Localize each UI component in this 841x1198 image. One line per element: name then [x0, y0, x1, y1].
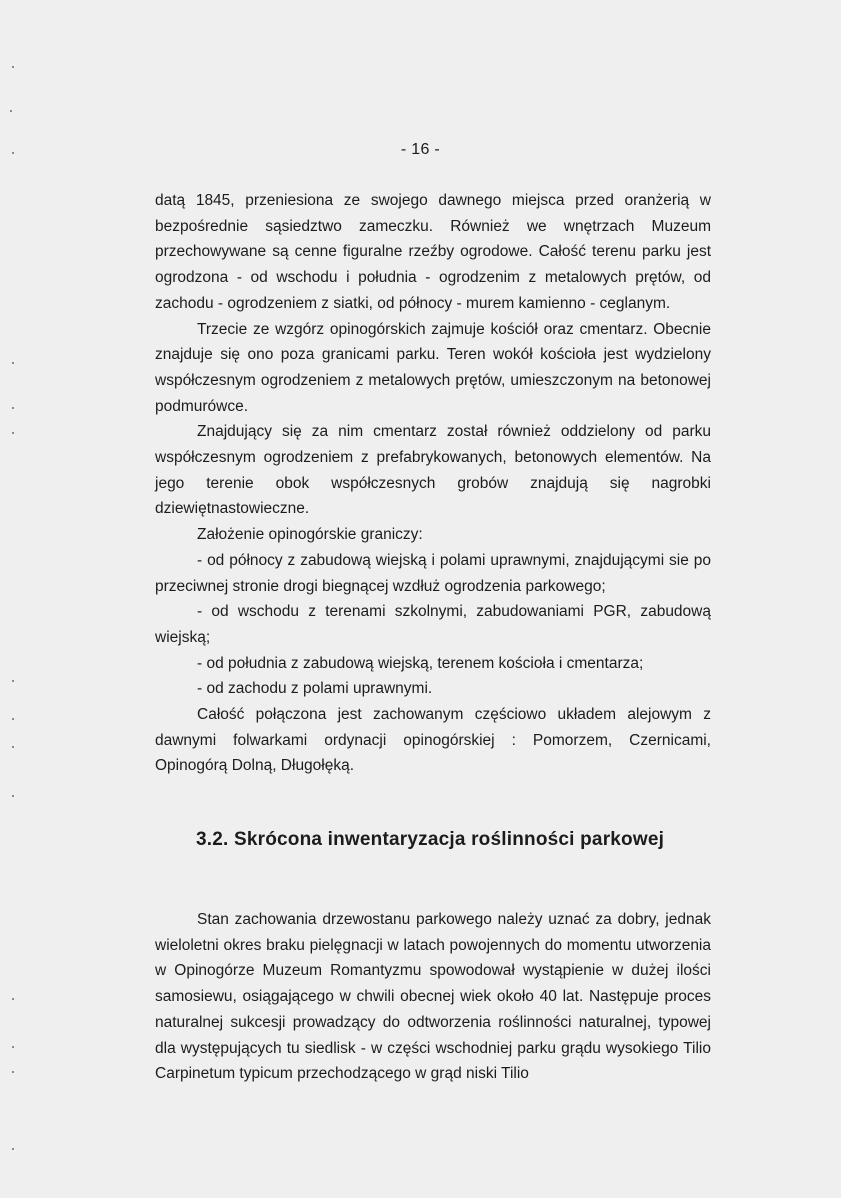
paragraph: Stan zachowania drzewostanu parkowego należy uznać za dobry, jednak wieloletni okres braku pielęgnacji w latach powojennych do momentu utworzenia w Opinogórze Muzeum Romantyzmu spowodował wystąpienie w dużej ilości samosiewu, osiągającego w chwili obecnej wiek około 40 lat. Następuje proces naturalnej sukcesji prowadzący do odtworzenia roślinności naturalnej, typowej dla występujących tu siedlisk - w części wschodniej parku grądu wysokiego Tilio Carpinetum typicum przechodzącego w grąd niski Tilio [155, 911, 711, 1083]
scan-speck [12, 407, 14, 409]
paragraph: Założenie opinogórskie graniczy: [197, 526, 423, 544]
scan-speck [10, 110, 12, 112]
page-number: - 16 - [400, 141, 441, 158]
scan-speck [12, 152, 14, 154]
scan-speck [12, 362, 14, 364]
scan-speck [12, 746, 14, 748]
paragraph: datą 1845, przeniesiona ze swojego dawnego miejsca przed oranżerią w bezpośrednie sąsiedztwo zameczku. Również we wnętrzach Muzeum przechowywane są cenne figuralne rzeźby ogrodowe. Całość terenu parku jest ogrodzona - od wschodu i południa - ogrodzenim z metalowych prętów, od zachodu - ogrodzeniem z siatki, od północy - murem kamienno - ceglanym. [155, 192, 711, 312]
list-item: - od północy z zabudową wiejską i polami uprawnymi, znajdującymi sie po przeciwnej stronie drogi biegnącej wzdłuż ogrodzenia parkowego; [155, 551, 711, 595]
scan-speck [12, 66, 14, 68]
scan-speck [12, 432, 14, 434]
scan-speck [12, 795, 14, 797]
paragraph: Znajdujący się za nim cmentarz został również oddzielony od parku współczesnym ogrodzeniem z prefabrykowanych, betonowych elementów. Na jego terenie obok współczesnych grobów znajdują się nagrobki dziewiętnastowieczne. [155, 423, 711, 518]
scan-speck [12, 680, 14, 682]
list-item: - od wschodu z terenami szkolnymi, zabudowaniami PGR, zabudową wiejską; [155, 603, 711, 646]
scan-speck [12, 998, 14, 1000]
list-item: - od południa z zabudową wiejską, terenem kościoła i cmentarza; [197, 654, 644, 672]
scan-speck [12, 718, 14, 720]
scan-speck [12, 1046, 14, 1048]
body-text [155, 188, 711, 779]
scan-speck [12, 1071, 14, 1073]
paragraph: Trzecie ze wzgórz opinogórskich zajmuje kościół oraz cmentarz. Obecnie znajduje się ono poza granicami parku. Teren wokół kościoła jest wydzielony współczesnym ogrodzeniem z metalowych prętów, umieszczonym na betonowej podmurówce. [155, 320, 711, 415]
paragraph: Całość połączona jest zachowanym częściowo układem alejowym z dawnymi folwarkami ordynacji opinogórskiej : Pomorzem, Czernicami, Opinogórą Dolną, Długołęką. [155, 706, 711, 775]
section-body-text [155, 907, 711, 1087]
scan-speck [12, 1148, 14, 1150]
section-heading: 3.2. Skrócona inwentaryzacja roślinności parkowej [196, 829, 665, 850]
list-item: - od zachodu z polami uprawnymi. [197, 680, 433, 698]
